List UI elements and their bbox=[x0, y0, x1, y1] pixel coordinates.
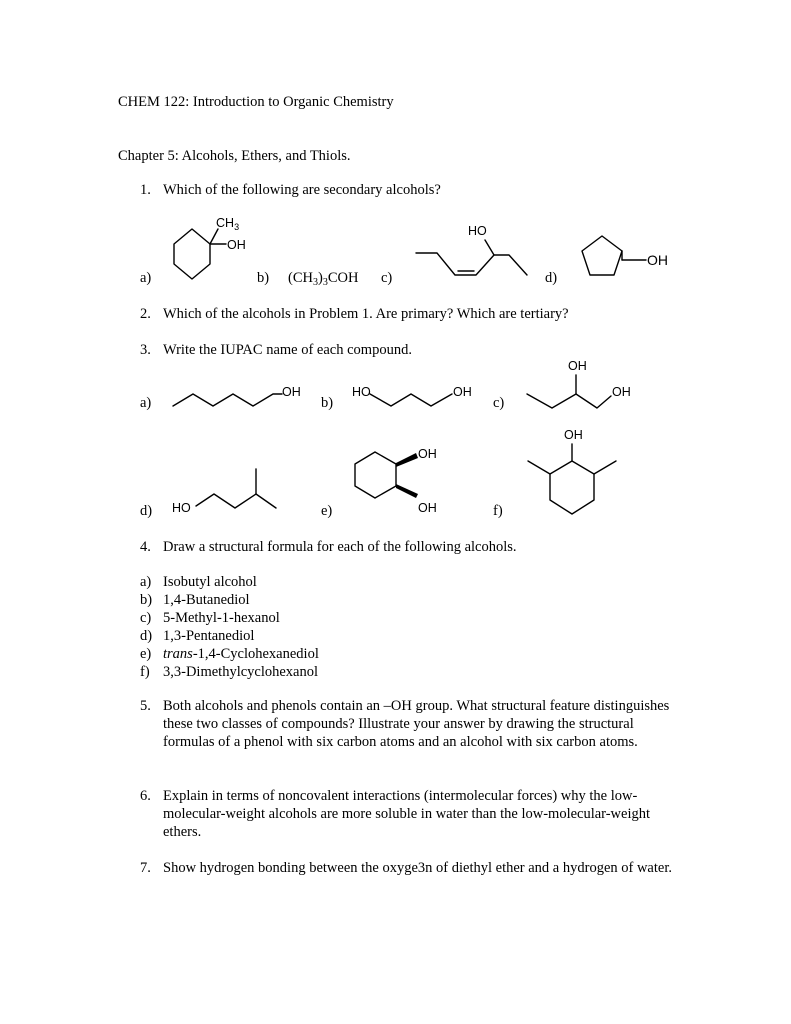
question-1-number: 1. bbox=[140, 182, 151, 198]
question-7-number: 7. bbox=[140, 860, 151, 876]
question-3-number: 3. bbox=[140, 342, 151, 358]
q1a-oh-label: OH bbox=[227, 238, 246, 252]
q3a-structure bbox=[173, 385, 301, 406]
question-5-number: 5. bbox=[140, 698, 151, 714]
q1-formula-b: $(CH_3)_3COH$ bbox=[288, 270, 359, 288]
q1-label-c: c) bbox=[381, 270, 393, 286]
q1-label-a: a) bbox=[140, 270, 152, 286]
q3-label-a: a) bbox=[140, 395, 152, 411]
q4-item: f) 3,3-Dimethylcyclohexanol bbox=[140, 664, 319, 680]
q4-item: d) 1,3-Pentanediol bbox=[140, 628, 255, 644]
q4-item: c) 5-Methyl-1-hexanol bbox=[140, 610, 280, 626]
q3-label-c: c) bbox=[493, 395, 505, 411]
q1a-structure bbox=[174, 216, 246, 279]
q3d-ho-label: HO bbox=[172, 501, 191, 515]
course-title: CHEM 122: Introduction to Organic Chemistry bbox=[118, 94, 394, 110]
q3-label-f: f) bbox=[493, 503, 503, 519]
q3-label-b: b) bbox=[321, 395, 334, 411]
question-4-number: 4. bbox=[140, 539, 151, 555]
q3e-structure bbox=[355, 447, 437, 515]
q1a-ch3-label: $CH_3$ bbox=[216, 216, 240, 232]
q3b-oh-label: OH bbox=[453, 385, 472, 399]
q3-label-e: e) bbox=[321, 503, 333, 519]
question-4-text: Draw a structural formula for each of the following alcohols. bbox=[163, 539, 517, 555]
question-2-number: 2. bbox=[140, 306, 151, 322]
q4-item: a) Isobutyl alcohol bbox=[140, 574, 257, 590]
question-1-text: Which of the following are secondary alcohols? bbox=[163, 182, 441, 198]
q3e-oh-top-label: OH bbox=[418, 447, 437, 461]
q1-label-b: b) bbox=[257, 270, 270, 286]
q3c-oh-top-label: OH bbox=[568, 359, 587, 373]
q3d-structure bbox=[172, 469, 276, 515]
question-7-text: Show hydrogen bonding between the oxyge3n of diethyl ether and a hydrogen of water. bbox=[163, 860, 672, 876]
question-3-text: Write the IUPAC name of each compound. bbox=[163, 342, 412, 358]
q3e-oh-bottom-label: OH bbox=[418, 501, 437, 515]
question-5-text: Both alcohols and phenols contain an –OH group. What structural feature distinguishes these two classes of compounds? Illustrate your answer by drawing the structural formulas of a phenol with six carbon atoms and an alcohol with six carbon atoms. bbox=[163, 698, 670, 750]
q3c-oh-end-label: OH bbox=[612, 385, 631, 399]
chapter-title: Chapter 5: Alcohols, Ethers, and Thiols. bbox=[118, 148, 351, 164]
q3a-oh-label: OH bbox=[282, 385, 301, 399]
question-2-text: Which of the alcohols in Problem 1. Are primary? Which are tertiary? bbox=[163, 306, 569, 322]
q4-item: b) 1,4-Butanediol bbox=[140, 592, 250, 608]
q3b-ho-label: HO bbox=[352, 385, 371, 399]
question-6-text: Explain in terms of noncovalent interactions (intermolecular forces) why the low-molecular-weight alcohols are more soluble in water than the low-molecular-weight ethers. bbox=[163, 788, 651, 840]
question-6-number: 6. bbox=[140, 788, 151, 804]
q1d-oh-label: OH bbox=[647, 252, 668, 268]
q4-item: e) trans-1,4-Cyclohexanediol bbox=[140, 646, 319, 662]
q3b-structure bbox=[352, 385, 472, 406]
q1-label-d: d) bbox=[545, 270, 558, 286]
q3c-structure bbox=[527, 359, 631, 408]
q1c-structure bbox=[416, 224, 527, 275]
q3f-structure bbox=[528, 428, 616, 514]
q3f-oh-label: OH bbox=[564, 428, 583, 442]
q1c-ho-label: HO bbox=[468, 224, 487, 238]
q1d-structure bbox=[582, 236, 668, 275]
q3-label-d: d) bbox=[140, 503, 153, 519]
